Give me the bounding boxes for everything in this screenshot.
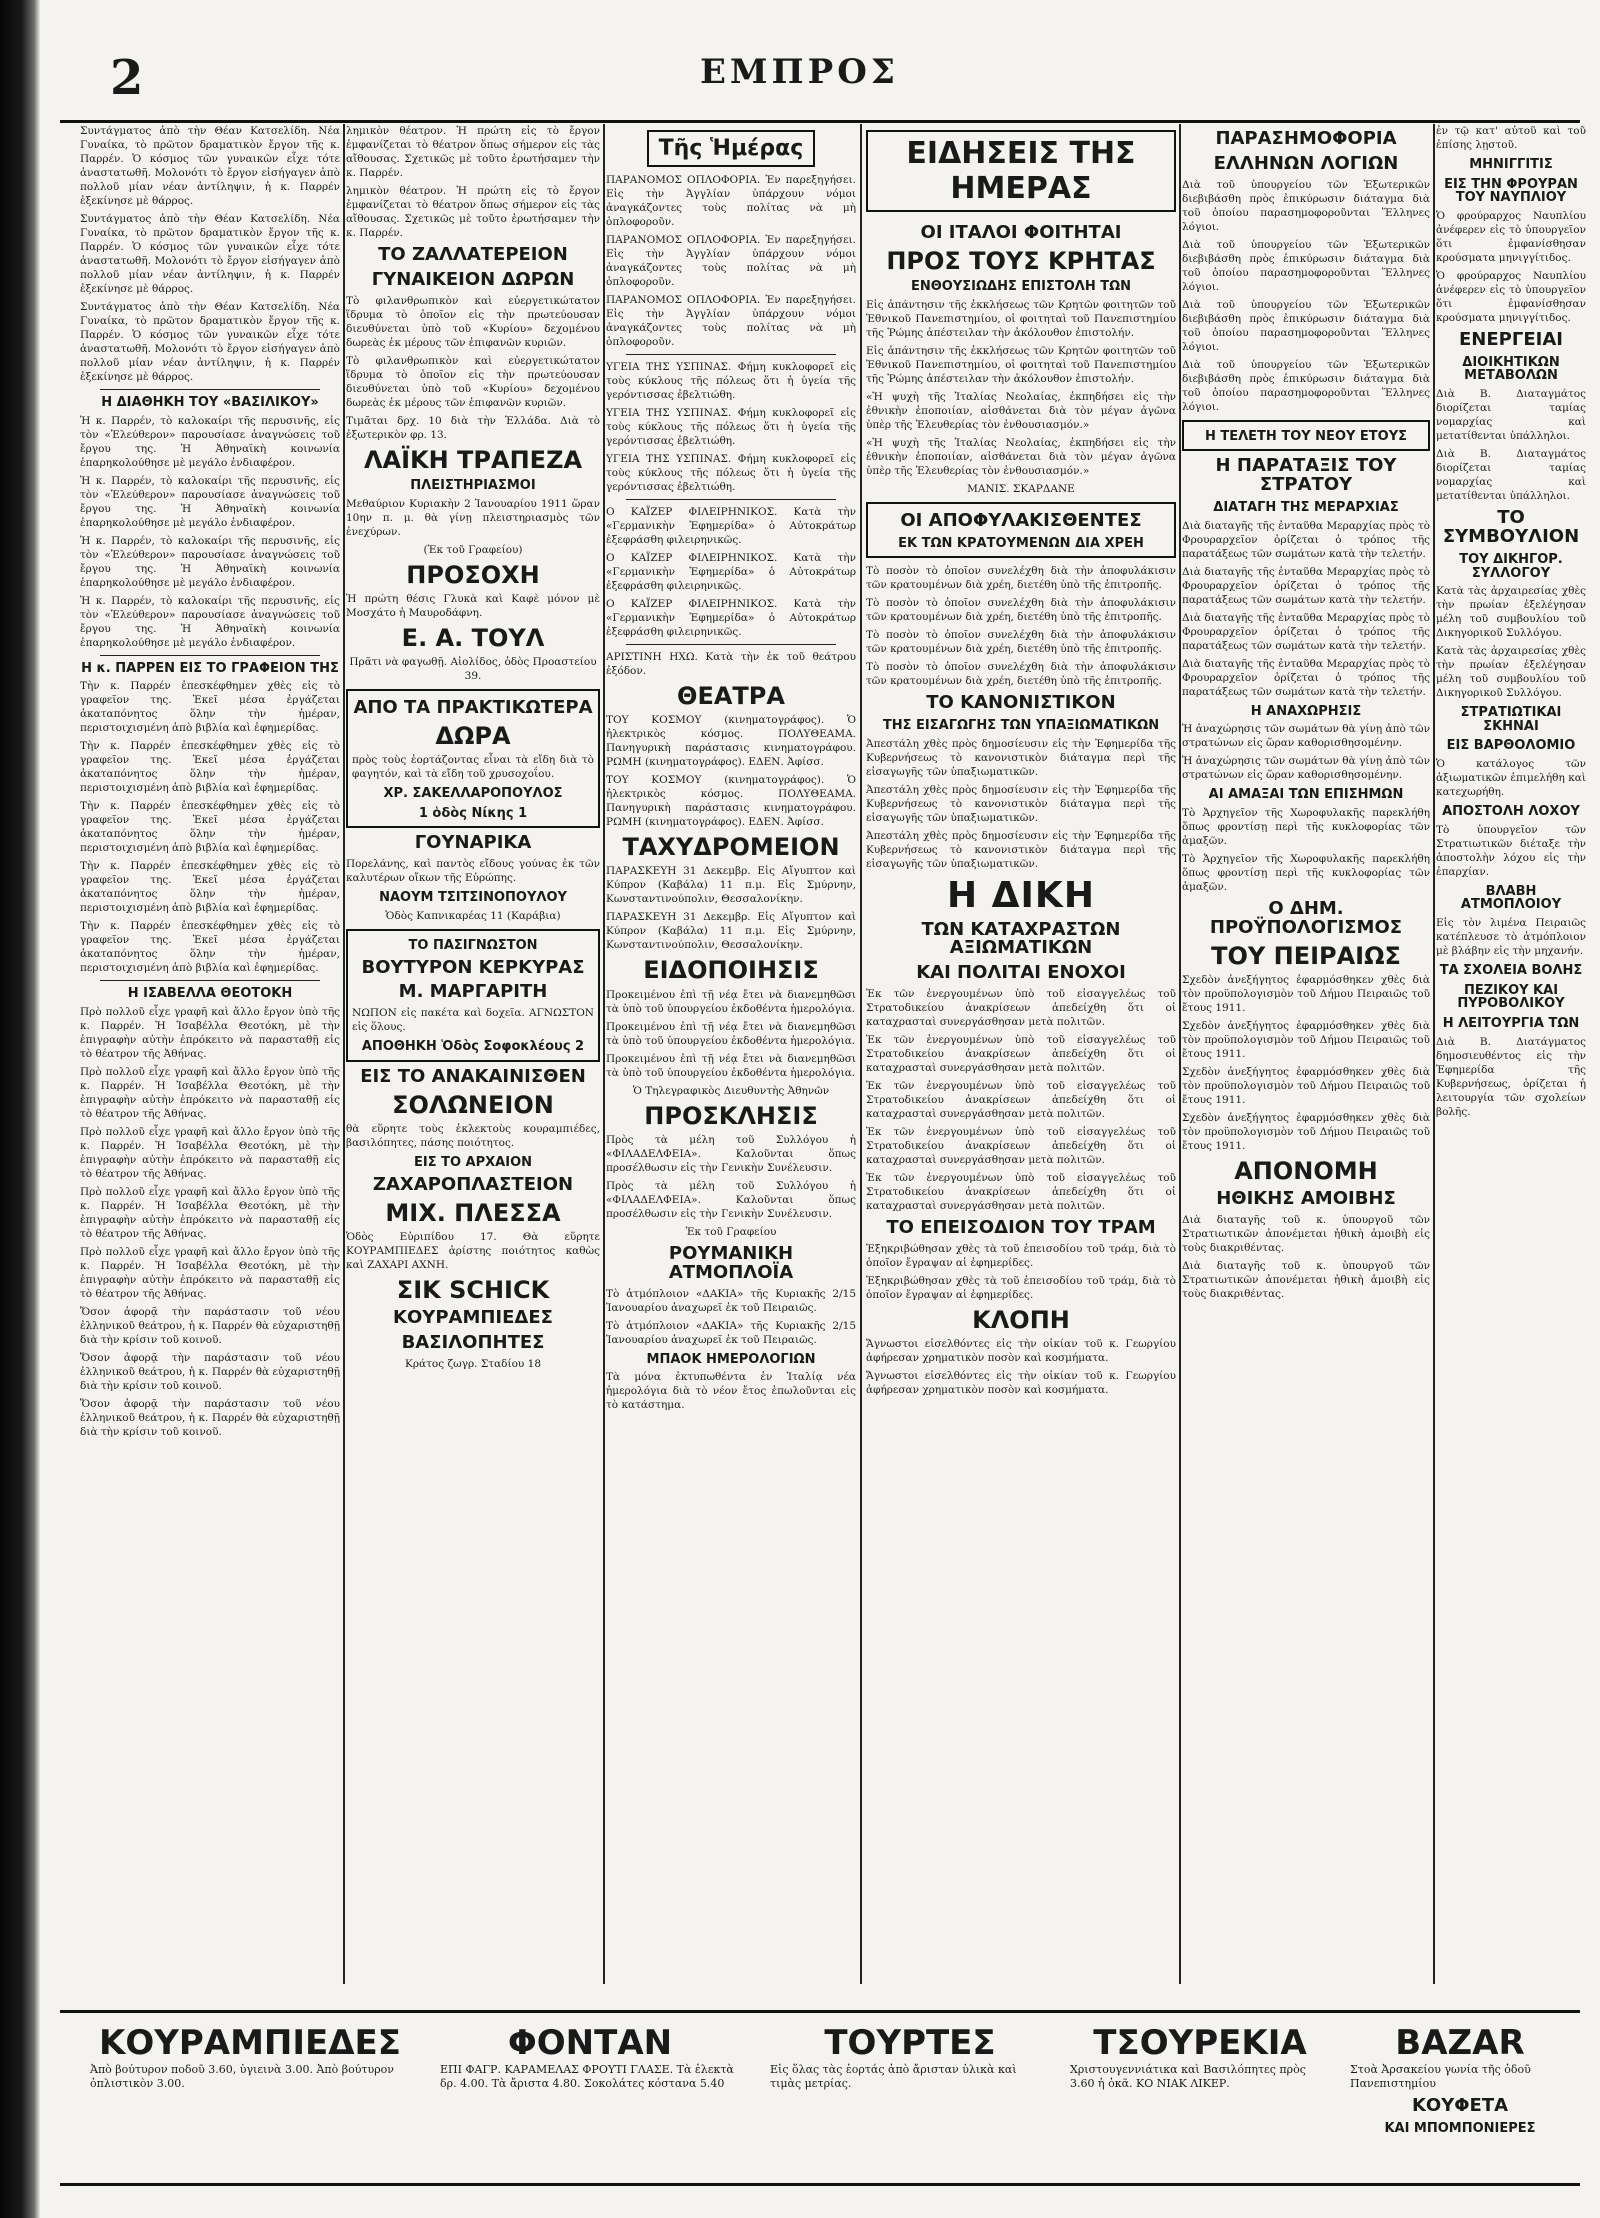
article-text: Εἰς τὸν λιμένα Πειραιῶς κατέπλευσε τὸ ἀτμόπλοιον μὲ βλάβην εἰς τὴν μηχανήν. — [1436, 917, 1586, 957]
section-subheading: ΕΙΣ ΤΗΝ ΦΡΟΥΡΑΝ ΤΟΥ ΝΑΥΠΛΙΟΥ — [1444, 176, 1578, 206]
ad-heading: ΔΩΡΑ — [435, 721, 511, 750]
article-text: Ἀπεστάλη χθὲς πρὸς δημοσίευσιν εἰς τὴν Ἐφημερίδα τῆς Κυβερνήσεως τὸ κανονιστικὸν διάταγμα περὶ τῆς εἰσαγωγῆς τῶν ὑπαξιωματικῶν. — [866, 783, 1176, 824]
article-text: Ο ΚΑΪΖΕΡ ΦΙΛΕΙΡΗΝΙΚΟΣ. Κατὰ τὴν «Γερμανικὴν Ἐφημερίδα» ὁ Αὐτοκράτωρ ἐξεφράσθη φιλειρηνικῶς. — [606, 506, 856, 546]
section-heading: ΑΠΟΝΟΜΗ — [1234, 1157, 1378, 1186]
ad-fondan — [440, 2023, 740, 2173]
article-text: Τὸ Ἀρχηγεῖον τῆς Χωροφυλακῆς παρεκλήθη ὅπως φροντίσῃ περὶ τῆς κυκλοφορίας τῶν ἁμαξῶν. — [1182, 853, 1430, 894]
ad-heading: ΑΠΟ ΤΑ ΠΡΑΚΤΙΚΩΤΕΡΑ — [353, 696, 593, 718]
ad-text: Χριστουγεννιάτικα καὶ Βασιλόπητες πρὸς 3.60 ἡ ὀκᾶ. ΚΟ ΝΙΑΚ ΛΙΚΕΡ. — [1070, 2063, 1306, 2090]
section-heading: ΒΛΑΒΗ ΑΤΜΟΠΛΟΙΟΥ — [1460, 883, 1562, 913]
ad-heading: ΚΟΥΡΑΜΠΙΕΔΕΣ — [393, 1306, 553, 1328]
article-text: Ἡ κ. Παρρέν, τὸ καλοκαίρι τῆς περυσινῆς, εἰς τὸν «Ἐλεύθερον» παρουσίασε ἀναγνώσεις τοῦ ἔργου της. Ἡ Ἀθηναϊκὴ κοινωνία ἐπαρηκολούθησε μὲ μεγάλο ἐνδιαφέρον. — [80, 534, 340, 589]
article-text: Ἐξηκριβώθησαν χθὲς τὰ τοῦ ἐπεισοδίου τοῦ τράμ, διὰ τὸ ὁποῖον ἔγραψαν αἱ ἐφημερίδες. — [866, 1275, 1176, 1302]
section-heading: ΕΙΔΟΠΟΙΗΣΙΣ — [643, 956, 819, 985]
ad-heading: ΝΑΟΥΜ ΤΣΙΤΣΙΝΟΠΟΥΛΟΥ — [379, 890, 567, 906]
section-heading: Η ΠΑΡΑΤΑΞΙΣ ΤΟΥ ΣΤΡΑΤΟΥ — [1215, 455, 1397, 496]
section-title: ΕΙΔΗΣΕΙΣ ΤΗΣ ΗΜΕΡΑΣ — [866, 130, 1176, 212]
section-subheading: Η ΛΕΙΤΟΥΡΓΙΑ ΤΩΝ — [1442, 1015, 1580, 1031]
bottom-ad-strip — [60, 2010, 1580, 2186]
article-text: Ἡ ἀναχώρησις τῶν σωμάτων θὰ γίνῃ ἀπὸ τῶν στρατώνων εἰς ὥραν καθορισθησομένην. — [1182, 723, 1430, 750]
ad-bazar — [1350, 2023, 1570, 2173]
section-heading: Η ΔΙΑΘΗΚΗ ΤΟΥ «ΒΑΣΙΛΙΚΟΥ» — [101, 395, 319, 410]
section-subheading: ΤΟΥ ΔΙΚΗΓΟΡ. ΣΥΛΛΟΓΟΥ — [1459, 551, 1563, 581]
article-text: Τὸ ἀτμόπλοιον «ΔΑΚΙΑ» τῆς Κυριακῆς 2/15 Ἰανουαρίου ἀναχωρεῖ ἐκ τοῦ Πειραιῶς. — [606, 1319, 856, 1346]
ad-heading: ΣΟΛΩΝΕΙΟΝ — [392, 1090, 554, 1119]
article-text: Διὰ διαταγῆς τῆς ἐνταῦθα Μεραρχίας πρὸς τὸ Φρουραρχεῖον ὁρίζεται ὁ τρόπος τῆς παρατάξεως τῶν σωμάτων κατὰ τὴν τελετήν. — [1182, 657, 1430, 698]
article-text: Συντάγματος ἀπὸ τὴν Θέαν Κατσελίδη. Νέα Γυναίκα, τὸ πρῶτον δραματικὸν ἔργον τῆς κ. Παρρέν. Ὁ κόσμος τῶν γυναικῶν εἶχε τότε ἀναστατωθῆ. Μολονότι τὸ ἔργον εἰσήγαγεν ἀπὸ πολλοῦ μίαν νέαν ἀντίληψιν, ἡ κ. Παρρέν ἐξεκίνησε μὲ θάρρος. — [80, 213, 340, 295]
section-heading: ΠΡΟΣ ΤΟΥΣ ΚΡΗΤΑΣ — [886, 246, 1156, 275]
section-heading: ΕΛΛΗΝΩΝ ΛΟΓΙΩΝ — [1213, 152, 1399, 174]
article-text: Ὅσον ἀφορᾷ τὴν παράστασιν τοῦ νέου ἐλληνικοῦ θεάτρου, ἡ κ. Παρρέν θὰ εὐχαριστηθῇ διὰ τὴν κρίσιν τοῦ κοινοῦ. — [80, 1351, 340, 1392]
ad-heading: Ε. Α. ΤΟΥΛ — [401, 623, 545, 652]
ad-title: BAZAR — [1395, 2023, 1525, 2063]
section-heading: ΤΟ ΖΑΛΛΑΤΕΡΕΙΟΝ — [378, 244, 568, 265]
section-heading: ΟΙ ΑΠΟΦΥΛΑΚΙΣΘΕΝΤΕΣ — [900, 509, 1142, 531]
ad-text: πρὸς τοὺς ἑορτάζοντας εἶναι τὰ εἴδη διὰ τὸ φαγητόν, καὶ τὰ εἴδη τοῦ χρυσοχοΐου. — [352, 754, 594, 781]
column-2 — [346, 124, 600, 1984]
section-subheading: ΠΕΖΙΚΟΥ ΚΑΙ ΠΥΡΟΒΟΛΙΚΟΥ — [1457, 982, 1565, 1012]
article-text: Διὰ διαταγῆς τοῦ κ. ὑπουργοῦ τῶν Στρατιωτικῶν ἀπονέμεται ἠθικὴ ἀμοιβὴ εἰς τοὺς διακριθέντας. — [1182, 1214, 1430, 1255]
article-text: Κατὰ τὰς ἀρχαιρεσίας χθὲς τὴν πρωίαν ἐξελέγησαν μέλη τοῦ συμβουλίου τοῦ Δικηγορικοῦ Συλλόγου. — [1436, 645, 1586, 700]
article-text: Ἡ κ. Παρρέν, τὸ καλοκαίρι τῆς περυσινῆς, εἰς τὸν «Ἐλεύθερον» παρουσίασε ἀναγνώσεις τοῦ ἔργου της. Ἡ Ἀθηναϊκὴ κοινωνία ἐπαρηκολούθησε μὲ μεγάλο ἐνδιαφέρον. — [80, 474, 340, 529]
article-text: ἐν τῷ κατ' αὐτοῦ καὶ τοῦ ἐπίσης λῃστοῦ. — [1436, 125, 1586, 151]
ad-heading: Μ. ΜΑΡΓΑΡΙΤΗ — [398, 981, 548, 1003]
article-text: Τὴν κ. Παρρέν ἐπεσκέφθημεν χθὲς εἰς τὸ γραφεῖον της. Ἐκεῖ μέσα ἐργάζεται ἀκαταπόνητος ὅλην τὴν ἡμέραν, περιστοιχισμένη ἀπὸ βιβλία καὶ ἐφημερίδας. — [80, 860, 340, 915]
article-text: Ὁ κατάλογος τῶν ἀξιωματικῶν ἐπιμελήθη καὶ κατεχωρήθη. — [1436, 758, 1586, 799]
article-text: Τὸ ποσὸν τὸ ὁποῖον συνελέχθη διὰ τὴν ἀποφυλάκισιν τῶν κρατουμένων διὰ χρέη, διετέθη ὑπὸ τῆς ἐπιτροπῆς. — [866, 629, 1176, 656]
article-text: Διὰ Β. Διαταγμάτος διορίζεται ταμίας νομαρχίας καὶ μετατίθενται ὑπάλληλοι. — [1436, 388, 1586, 443]
article-text: Σχεδὸν ἀνεξήγητος ἐφαρμόσθηκεν χθὲς διὰ τὸν προϋπολογισμὸν τοῦ Δήμου Πειραιῶς τοῦ ἔτους 1911. — [1182, 1066, 1430, 1107]
article-text: ΠΑΡΑΣΚΕΥΗ 31 Δεκεμβρ. Εἰς Αἴγυπτον καὶ Κύπρον (Καβάλα) 11 π.μ. Εἰς Σμύρνην, Κωνσταντινούπολιν, Θεσσαλονίκην. — [606, 911, 856, 952]
section-subheading: ΔΙΑΤΑΓΗ ΤΗΣ ΜΕΡΑΡΧΙΑΣ — [1213, 500, 1399, 516]
article-text: Πρὸ πολλοῦ εἶχε γραφῆ καὶ ἄλλο ἔργον ὑπὸ τῆς κ. Παρρέν. Ἡ Ἰσαβέλλα Θεοτόκη, μὲ τὴν ἐπιγραφὴν αὐτὴν ἐπρόκειτο νὰ παρασταθῇ εἰς τὸ θέατρον τῆς Ἀθήνας. — [80, 1065, 340, 1120]
signature: Ὁ Τηλεγραφικὸς Διευθυντὴς Ἀθηνῶν — [632, 1084, 830, 1097]
article-text: Διὰ διαταγῆς τῆς ἐνταῦθα Μεραρχίας πρὸς τὸ Φρουραρχεῖον ὁρίζεται ὁ τρόπος τῆς παρατάξεως τῶν σωμάτων κατὰ τὴν τελετήν. — [1182, 565, 1430, 606]
article-text: Τὸ ποσὸν τὸ ὁποῖον συνελέχθη διὰ τὴν ἀποφυλάκισιν τῶν κρατουμένων διὰ χρέη, διετέθη ὑπὸ τῆς ἐπιτροπῆς. — [866, 661, 1176, 688]
article-text: Τὸ ποσὸν τὸ ὁποῖον συνελέχθη διὰ τὴν ἀποφυλάκισιν τῶν κρατουμένων διὰ χρέη, διετέθη ὑπὸ τῆς ἐπιτροπῆς. — [866, 565, 1176, 592]
article-text: Τὸ ποσὸν τὸ ὁποῖον συνελέχθη διὰ τὴν ἀποφυλάκισιν τῶν κρατουμένων διὰ χρέη, διετέθη ὑπὸ τῆς ἐπιτροπῆς. — [866, 597, 1176, 624]
section-heading: Η ΙΣΑΒΕΛΛΑ ΘΕΟΤΟΚΗ — [127, 986, 293, 1002]
article-text: Ἐκ τῶν ἐνεργουμένων ὑπὸ τοῦ εἰσαγγελέως τοῦ Στρατοδικείου ἀνακρίσεων ἀπεδείχθη ὅτι οἱ καταχρασταὶ συνεργάσθησαν μετὰ πολιτῶν. — [866, 1034, 1176, 1075]
ad-tourtes — [770, 2023, 1050, 2173]
article-text: Πρὸ πολλοῦ εἶχε γραφῆ καὶ ἄλλο ἔργον ὑπὸ τῆς κ. Παρρέν. Ἡ Ἰσαβέλλα Θεοτόκη, μὲ τὴν ἐπιγραφὴν αὐτὴν ἐπρόκειτο νὰ παρασταθῇ εἰς τὸ θέατρον τῆς Ἀθήνας. — [80, 1005, 340, 1060]
article-text: Ἀπεστάλη χθὲς πρὸς δημοσίευσιν εἰς τὴν Ἐφημερίδα τῆς Κυβερνήσεως τὸ κανονιστικὸν διάταγμα περὶ τῆς εἰσαγωγῆς τῶν ὑπαξιωματικῶν. — [866, 829, 1176, 870]
section-heading: Ο ΔΗΜ. ΠΡΟΫΠΟΛΟΓΙΣΜΟΣ — [1209, 898, 1403, 939]
article-text: ΠΑΡΑΝΟΜΟΣ ΟΠΛΟΦΟΡΙΑ. Ἐν παρεξηγήσει. Εἰς τὴν Ἀγγλίαν ὑπάρχουν νόμοι ἀναγκάζοντες τοὺς πολίτας νὰ μὴ ὁπλοφοροῦν. — [606, 294, 856, 348]
ad-title: ΤΟΥΡΤΕΣ — [824, 2023, 996, 2063]
article-text: Διὰ τοῦ ὑπουργείου τῶν Ἐξωτερικῶν διεβιβάσθη πρὸς ἐπικύρωσιν διάταγμα διὰ τοῦ ὁποίου παρασημοφοροῦνται Ἕλληνες λόγιοι. — [1182, 238, 1430, 293]
article-text: λημικὸν θέατρον. Ἡ πρώτη εἰς τὸ ἔργον ἐμφανίζεται τὸ θέατρον ὅπως σήμερον εἰς τὰς αἴθουσας. Σχετικῶς μὲ τοῦτο ἐρωτήσαμεν τὴν κ. Παρρέν. — [346, 185, 600, 239]
article-text: Πρὸς τὰ μέλη τοῦ Συλλόγου ἡ «ΦΙΛΑΔΕΛΦΕΙΑ». Καλοῦνται ὅπως προσέλθωσιν εἰς τὴν Γενικὴν Συνέλευσιν. — [606, 1133, 856, 1174]
article-text: ΥΓΕΙΑ ΤΗΣ ΥΣΠΙΝΑΣ. Φήμη κυκλοφορεῖ εἰς τοὺς κύκλους τῆς πόλεως ὅτι ἡ ὑγεία τῆς γερόντισσας ἐβελτιώθη. — [606, 453, 856, 493]
article-text: Ἄγνωστοι εἰσελθόντες εἰς τὴν οἰκίαν τοῦ κ. Γεωργίου ἀφήρεσαν χρηματικὸν ποσὸν καὶ κοσμήματα. — [866, 1370, 1176, 1397]
section-subheading: ΕΙΣ ΒΑΡΘΟΛΟΜΙΟ — [1446, 738, 1576, 754]
article-text: Ἀπεστάλη χθὲς πρὸς δημοσίευσιν εἰς τὴν Ἐφημερίδα τῆς Κυβερνήσεως τὸ κανονιστικὸν διάταγμα περὶ τῆς εἰσαγωγῆς τῶν ὑπαξιωματικῶν. — [866, 737, 1176, 778]
ad-heading: ΠΡΟΣΟΧΗ — [406, 560, 540, 589]
section-heading: ΕΝΕΡΓΕΙΑΙ — [1459, 328, 1563, 350]
column-4 — [866, 124, 1176, 1984]
ad-title: ΤΣΟΥΡΕΚΙΑ — [1093, 2023, 1307, 2063]
article-text: Τὰ μόνα ἐκτυπωθέντα ἐν Ἰταλίᾳ νέα ἡμερολόγια διὰ τὸ νέον ἔτος ἐπωλοῦνται εἰς τὸ κατάστημα. — [606, 1371, 856, 1412]
article-text: ΑΡΙΣΤΙΝΗ ΗΧΩ. Κατὰ τὴν ἐκ τοῦ θεάτρου ἐξόδον. — [606, 651, 856, 677]
ad-heading: ΒΑΣΙΛΟΠΗΤΕΣ — [401, 1331, 545, 1353]
ad-heading: ΖΑΧΑΡΟΠΛΑΣΤΕΙΟΝ — [372, 1173, 574, 1195]
article-text: Πρὸ πολλοῦ εἶχε γραφῆ καὶ ἄλλο ἔργον ὑπὸ τῆς κ. Παρρέν. Ἡ Ἰσαβέλλα Θεοτόκη, μὲ τὴν ἐπιγραφὴν αὐτὴν ἐπρόκειτο νὰ παρασταθῇ εἰς τὸ θέατρον τῆς Ἀθήνας. — [80, 1185, 340, 1240]
column-1 — [80, 124, 340, 1984]
article-text: Πρὸς τὰ μέλη τοῦ Συλλόγου ἡ «ΦΙΛΑΔΕΛΦΕΙΑ». Καλοῦνται ὅπως προσέλθωσιν εἰς τὴν Γενικὴν Συνέλευσιν. — [606, 1179, 856, 1220]
ad-heading: ΕΙΣ ΤΟ ΑΝΑΚΑΙΝΙΣΘΕΝ — [360, 1065, 586, 1087]
article-text: Ἡ κ. Παρρέν, τὸ καλοκαίρι τῆς περυσινῆς, εἰς τὸν «Ἐλεύθερον» παρουσίασε ἀναγνώσεις τοῦ ἔργου της. Ἡ Ἀθηναϊκὴ κοινωνία ἐπαρηκολούθησε μὲ μεγάλο ἐνδιαφέρον. — [80, 414, 340, 469]
section-heading: ΓΥΝΑΙΚΕΙΟΝ ΔΩΡΩΝ — [371, 268, 575, 290]
section-heading: ΠΡΟΣΚΛΗΣΙΣ — [644, 1101, 818, 1130]
article-text: ΠΑΡΑΝΟΜΟΣ ΟΠΛΟΦΟΡΙΑ. Ἐν παρεξηγήσει. Εἰς τὴν Ἀγγλίαν ὑπάρχουν νόμοι ἀναγκάζοντες τοὺς πολίτας νὰ μὴ ὁπλοφοροῦν. — [606, 234, 856, 288]
page-number: 2 — [110, 50, 144, 106]
ad-heading: ΜΙΧ. ΠΛΕΣΣΑ — [385, 1198, 561, 1227]
section-heading: ΤΟ ΕΠΕΙΣΟΔΙΟΝ ΤΟΥ ΤΡΑΜ — [886, 1217, 1156, 1239]
section-heading: Η ΑΝΑΧΩΡΗΣΙΣ — [1250, 703, 1362, 719]
column-rule — [603, 124, 605, 1984]
section-heading: Η κ. ΠΑΡΡΕΝ ΕΙΣ ΤΟ ΓΡΑΦΕΙΟΝ ΤΗΣ — [81, 660, 339, 676]
section-heading: ΜΗΝΙΓΓΙΤΙΣ — [1469, 157, 1553, 172]
article-text: ΤΟΥ ΚΟΣΜΟΥ (κινηματογράφος). Ὁ ἠλεκτρικὸς κόσμος. ΠΟΛΥΘΕΑΜΑ. Πανηγυρικὴ παράστασις κινηματογράφου. ΡΩΜΗ (κινηματογράφος). ΕΔΕΝ. Ἀφίσσ. — [606, 774, 856, 829]
ad-title: ΦΟΝΤΑΝ — [507, 2023, 673, 2063]
section-heading: ΗΘΙΚΗΣ ΑΜΟΙΒΗΣ — [1216, 1188, 1396, 1210]
article-text: Διὰ τοῦ ὑπουργείου τῶν Ἐξωτερικῶν διεβιβάσθη πρὸς ἐπικύρωσιν διάταγμα διὰ τοῦ ὁποίου παρασημοφοροῦνται Ἕλληνες λόγιοι. — [1182, 298, 1430, 353]
ad-heading: ΕΙΣ ΤΟ ΑΡΧΑΙΟΝ — [413, 1155, 532, 1171]
section-heading: ΤΟ ΚΑΝΟΝΙΣΤΙΚΟΝ — [926, 692, 1116, 714]
article-text: Πρὸ πολλοῦ εἶχε γραφῆ καὶ ἄλλο ἔργον ὑπὸ τῆς κ. Παρρέν. Ἡ Ἰσαβέλλα Θεοτόκη, μὲ τὴν ἐπιγραφὴν αὐτὴν ἐπρόκειτο νὰ παρασταθῇ εἰς τὸ θέατρον τῆς Ἀθήνας. — [80, 1245, 340, 1300]
signature: ΜΑΝΙΣ. ΣΚΑΡΔΑΝΕ — [967, 482, 1075, 495]
article-text: Τὴν κ. Παρρέν ἐπεσκέφθημεν χθὲς εἰς τὸ γραφεῖον της. Ἐκεῖ μέσα ἐργάζεται ἀκαταπόνητος ὅλην τὴν ἡμέραν, περιστοιχισμένη ἀπὸ βιβλία καὶ ἐφημερίδας. — [80, 680, 340, 735]
article-text: Διὰ διαταγῆς τῆς ἐνταῦθα Μεραρχίας πρὸς τὸ Φρουραρχεῖον ὁρίζεται ὁ τρόπος τῆς παρατάξεως τῶν σωμάτων κατὰ τὴν τελετήν. — [1182, 611, 1430, 652]
section-heading: ΣΤΡΑΤΙΩΤΙΚΑΙ ΣΚΗΝΑΙ — [1460, 705, 1562, 734]
article-text: Ὅσον ἀφορᾷ τὴν παράστασιν τοῦ νέου ἐλληνικοῦ θεάτρου, ἡ κ. Παρρέν θὰ εὐχαριστηθῇ διὰ τὴν κρίσιν τοῦ κοινοῦ. — [80, 1397, 340, 1438]
article-text: Συντάγματος ἀπὸ τὴν Θέαν Κατσελίδη. Νέα Γυναίκα, τὸ πρῶτον δραματικὸν ἔργον τῆς κ. Παρρέν. Ὁ κόσμος τῶν γυναικῶν εἶχε τότε ἀναστατωθῆ. Μολονότι τὸ ἔργον εἰσήγαγεν ἀπὸ πολλοῦ μίαν νέαν ἀντίληψιν, ἡ κ. Παρρέν ἐξεκίνησε μὲ θάρρος. — [80, 301, 340, 383]
ad-heading: ΒΟΥΤΥΡΟΝ ΚΕΡΚΥΡΑΣ — [361, 956, 585, 978]
section-heading: ΤΟΥ ΠΕΙΡΑΙΩΣ — [1211, 941, 1401, 970]
ad-text: 1 ὁδὸς Νίκης 1 — [418, 805, 528, 821]
section-subheading: ΕΝΘΟΥΣΙΩΔΗΣ ΕΠΙΣΤΟΛΗ ΤΩΝ — [910, 279, 1132, 295]
article-text: ΤΟΥ ΚΟΣΜΟΥ (κινηματογράφος). Ὁ ἠλεκτρικὸς κόσμος. ΠΟΛΥΘΕΑΜΑ. Πανηγυρικὴ παράστασις κινηματογράφου. ΡΩΜΗ (κινηματογράφος). ΕΔΕΝ. Ἀφίσσ. — [606, 714, 856, 769]
scan-binding-shadow — [0, 0, 40, 2218]
article-text: Προκειμένου ἐπὶ τῇ νέᾳ ἔτει νὰ διανεμηθῶσι τὰ ὑπὸ τοῦ ὑπουργείου ἐκδοθέντα ἡμερολόγια. — [606, 1020, 856, 1047]
section-subheading: ΕΚ ΤΩΝ ΚΡΑΤΟΥΜΕΝΩΝ ΔΙΑ ΧΡΕΗ — [898, 535, 1144, 551]
ad-text: Πρᾶτι νὰ φαγωθῇ. Αἰολίδος, ὁδὸς Προαστείου 39. — [349, 655, 597, 682]
section-heading: ΤΑΧΥΔΡΟΜΕΙΟΝ — [622, 833, 840, 862]
article-text: Διὰ Β. Διαταγμάτος διορίζεται ταμίας νομαρχίας καὶ μετατίθενται ὑπάλληλοι. — [1436, 448, 1586, 503]
section-heading: ΤΑ ΣΧΟΛΕΙΑ ΒΟΛΗΣ — [1439, 963, 1583, 978]
ad-text: Κράτος ζωγρ. Σταδίου 18 — [405, 1357, 541, 1370]
article-text: Τὸ φιλανθρωπικὸν καὶ εὐεργετικώτατον ἵδρυμα τὸ ὁποῖον εἰς τὴν πρωτεύουσαν διευθύνεται ὑπὸ τοῦ «Κυρίου» δεχομένου δωρεὰς ἐκ μέρους τῶν ἐπιφανῶν κυριῶν. — [346, 294, 600, 349]
column-rule — [1433, 124, 1435, 1984]
ad-text: Ὁδὸς Εὐριπίδου 17. Θὰ εὕρητε ΚΟΥΡΑΜΠΙΕΔΕΣ ἀρίστης ποιότητος καθὼς καὶ ΖΑΧΑΡΙ ΑΧΝΗ. — [346, 1230, 600, 1271]
article-text: Διὰ διαταγῆς τοῦ κ. ὑπουργοῦ τῶν Στρατιωτικῶν ἀπονέμεται ἠθικὴ ἀμοιβὴ εἰς τοὺς διακριθέντας. — [1182, 1260, 1430, 1301]
section-heading: ΤΩΝ ΚΑΤΑΧΡΑΣΤΩΝ ΑΞΙΩΜΑΤΙΚΩΝ — [921, 918, 1121, 959]
ad-text: ΕΠΙ ΦΑΓΡ. ΚΑΡΑΜΕΛΑΣ ΦΡΟΥΤΙ ΓΛΑΣΕ. Τὰ ἐλεκτὰ δρ. 4.00. Τὰ ἄριστα 4.80. Σοκολάτες κόστανα 5.40 — [440, 2063, 734, 2090]
ad-heading: ΧΡ. ΣΑΚΕΛΛΑΡΟΠΟΥΛΟΣ — [383, 786, 563, 802]
article-text: Τὸ φιλανθρωπικὸν καὶ εὐεργετικώτατον ἵδρυμα τὸ ὁποῖον εἰς τὴν πρωτεύουσαν διευθύνεται ὑπὸ τοῦ «Κυρίου» δεχομένου δωρεὰς ἐκ μέρους τῶν ἐπιφανῶν κυριῶν. — [346, 354, 600, 409]
article-text: ΠΑΡΑΝΟΜΟΣ ΟΠΛΟΦΟΡΙΑ. Ἐν παρεξηγήσει. Εἰς τὴν Ἀγγλίαν ὑπάρχουν νόμοι ἀναγκάζοντες τοὺς πολίτας νὰ μὴ ὁπλοφοροῦν. — [606, 174, 856, 228]
ad-text: θὰ εὕρητε τοὺς ἐκλεκτοὺς κουραμπιέδες, βασιλόπητες, πάσης ποιότητος. — [346, 1123, 600, 1150]
ad-heading: ΣΙΚ SCHICK — [396, 1275, 550, 1304]
ad-text: Στοὰ Ἀρσακείου γωνία τῆς ὁδοῦ Πανεπιστημίου — [1350, 2063, 1531, 2090]
section-subheading: ΠΛΕΙΣΤΗΡΙΑΣΜΟΙ — [410, 477, 536, 493]
section-heading: ΑΙ ΑΜΑΞΑΙ ΤΩΝ ΕΠΙΣΗΜΩΝ — [1208, 787, 1404, 803]
column-rule — [1179, 124, 1181, 1984]
ad-tsourekia — [1070, 2023, 1330, 2173]
article-text: Μεθαύριον Κυριακὴν 2 Ἰανουαρίου 1911 ὥραν 10ην π. μ. θὰ γίνῃ πλειστηριασμὸς τῶν ἐνεχύρων. — [346, 497, 600, 538]
ad-subtitle: ΚΑΙ ΜΠΟΜΠΟΝΙΕΡΕΣ — [1384, 2120, 1536, 2136]
article-text: Ἄγνωστοι εἰσελθόντες εἰς τὴν οἰκίαν τοῦ κ. Γεωργίου ἀφήρεσαν χρηματικὸν ποσὸν καὶ κοσμήματα. — [866, 1338, 1176, 1365]
ad-text: Πορελάνης, καὶ παντὸς εἴδους γούνας ἐκ τῶν καλυτέρων οἴκων τῆς Εὐρώπης. — [346, 858, 600, 885]
section-heading: Η ΤΕΛΕΤΗ ΤΟΥ ΝΕΟΥ ΕΤΟΥΣ — [1204, 428, 1408, 444]
ad-text: ΝΩΠΟΝ εἰς πακέτα καὶ δοχεῖα. ΑΓΝΩΣΤΟΝ εἰς ὅλους. — [352, 1007, 594, 1034]
article-text: «Ἡ ψυχὴ τῆς Ἰταλίας Νεολαίας, ἐκπηδήσει εἰς τὴν ἐθνικὴν ἐποποιίαν, αἰσθάνεται διὰ τὸν μέγαν ἀγῶνα ὑπὲρ τῆς Ἐλευθερίας τὸν ἐνθουσιασμόν.» — [866, 390, 1176, 431]
section-heading: ΠΑΡΑΣΗΜΟΦΟΡΙΑ — [1215, 128, 1397, 149]
article-text: Ἐκ τῶν ἐνεργουμένων ὑπὸ τοῦ εἰσαγγελέως τοῦ Στρατοδικείου ἀνακρίσεων ἀπεδείχθη ὅτι οἱ καταχρασταὶ συνεργάσθησαν μετὰ πολιτῶν. — [866, 988, 1176, 1029]
signature: (Ἐκ τοῦ Γραφείου) — [423, 543, 523, 556]
section-heading: ΘΕΑΤΡΑ — [677, 682, 785, 710]
column-6 — [1436, 124, 1586, 1984]
column-3 — [606, 124, 856, 1984]
article-text: Διὰ διαταγῆς τῆς ἐνταῦθα Μεραρχίας πρὸς τὸ Φρουραρχεῖον ὁρίζεται ὁ τρόπος τῆς παρατάξεως τῶν σωμάτων κατὰ τὴν τελετήν. — [1182, 519, 1430, 560]
article-text: λημικὸν θέατρον. Ἡ πρώτη εἰς τὸ ἔργον ἐμφανίζεται τὸ θέατρον ὅπως σήμερον εἰς τὰς αἴθουσας. Σχετικῶς μὲ τοῦτο ἐρωτήσαμεν τὴν κ. Παρρέν. — [346, 125, 600, 179]
ad-kourabiedes — [90, 2023, 410, 2173]
article-text: Πρὸ πολλοῦ εἶχε γραφῆ καὶ ἄλλο ἔργον ὑπὸ τῆς κ. Παρρέν. Ἡ Ἰσαβέλλα Θεοτόκη, μὲ τὴν ἐπιγραφὴν αὐτὴν ἐπρόκειτο νὰ παρασταθῇ εἰς τὸ θέατρον τῆς Ἀθήνας. — [80, 1125, 340, 1180]
ad-subtitle: ΚΟΥΦΕΤΑ — [1411, 2095, 1509, 2116]
column-rule — [343, 124, 345, 1984]
article-text: Ἐκ τῶν ἐνεργουμένων ὑπὸ τοῦ εἰσαγγελέως τοῦ Στρατοδικείου ἀνακρίσεων ἀπεδείχθη ὅτι οἱ καταχρασταὶ συνεργάσθησαν μετὰ πολιτῶν. — [866, 1172, 1176, 1213]
section-subheading: ΤΗΣ ΕΙΣΑΓΩΓΗΣ ΤΩΝ ΥΠΑΞΙΩΜΑΤΙΚΩΝ — [882, 718, 1160, 734]
section-heading: ΟΙ ΙΤΑΛΟΙ ΦΟΙΤΗΤΑΙ — [920, 222, 1122, 243]
article-text: Ο ΚΑΪΖΕΡ ΦΙΛΕΙΡΗΝΙΚΟΣ. Κατὰ τὴν «Γερμανικὴν Ἐφημερίδα» ὁ Αὐτοκράτωρ ἐξεφράσθη φιλειρηνικῶς. — [606, 552, 856, 592]
article-text: Ὅσον ἀφορᾷ τὴν παράστασιν τοῦ νέου ἐλληνικοῦ θεάτρου, ἡ κ. Παρρέν θὰ εὐχαριστηθῇ διὰ τὴν κρίσιν τοῦ κοινοῦ. — [80, 1305, 340, 1346]
article-text: Τὸ ὑπουργεῖον τῶν Στρατιωτικῶν διέταξε τὴν ἀποστολὴν λόχου εἰς τὴν ἐπαρχίαν. — [1436, 823, 1586, 878]
article-text: ΥΓΕΙΑ ΤΗΣ ΥΣΠΙΝΑΣ. Φήμη κυκλοφορεῖ εἰς τοὺς κύκλους τῆς πόλεως ὅτι ἡ ὑγεία τῆς γερόντισσας ἐβελτιώθη. — [606, 407, 856, 447]
article-text: Τὴν κ. Παρρέν ἐπεσκέφθημεν χθὲς εἰς τὸ γραφεῖον της. Ἐκεῖ μέσα ἐργάζεται ἀκαταπόνητος ὅλην τὴν ἡμέραν, περιστοιχισμένη ἀπὸ βιβλία καὶ ἐφημερίδας. — [80, 920, 340, 975]
article-text: Διὰ τοῦ ὑπουργείου τῶν Ἐξωτερικῶν διεβιβάσθη πρὸς ἐπικύρωσιν διάταγμα διὰ τοῦ ὁποίου παρασημοφοροῦνται Ἕλληνες λόγιοι. — [1182, 178, 1430, 233]
ad-text: Ἡ πρώτη θέσις Γλυκὰ καὶ Καφὲ μόνον μὲ Μοσχάτο ἡ Μαυροδάφνη. — [346, 592, 600, 619]
ad-text: ΑΠΟΘΗΚΗ Ὁδὸς Σοφοκλέους 2 — [361, 1039, 585, 1055]
section-heading: ΑΠΟΣΤΟΛΗ ΛΟΧΟΥ — [1442, 804, 1580, 820]
article-text: Προκειμένου ἐπὶ τῇ νέᾳ ἔτει νὰ διανεμηθῶσι τὰ ὑπὸ τοῦ ὑπουργείου ἐκδοθέντα ἡμερολόγια. — [606, 988, 856, 1015]
article-text: Εἰς ἀπάντησιν τῆς ἐκκλήσεως τῶν Κρητῶν φοιτητῶν τοῦ Ἐθνικοῦ Πανεπιστημίου, οἱ φοιτηταὶ τοῦ Πανεπιστημίου τῆς Ῥώμης ἀπέστειλαν τὴν ἀκόλουθον ἐπιστολήν. — [866, 344, 1176, 385]
article-text: Ἐκ τῶν ἐνεργουμένων ὑπὸ τοῦ εἰσαγγελέως τοῦ Στρατοδικείου ἀνακρίσεων ἀπεδείχθη ὅτι οἱ καταχρασταὶ συνεργάσθησαν μετὰ πολιτῶν. — [866, 1126, 1176, 1167]
section-heading: ΜΠΑΟΚ ΗΜΕΡΟΛΟΓΙΩΝ — [646, 1351, 816, 1367]
article-text: Σχεδὸν ἀνεξήγητος ἐφαρμόσθηκεν χθὲς διὰ τὸν προϋπολογισμὸν τοῦ Δήμου Πειραιῶς τοῦ ἔτους 1911. — [1182, 974, 1430, 1015]
article-text: ΥΓΕΙΑ ΤΗΣ ΥΣΠΙΝΑΣ. Φήμη κυκλοφορεῖ εἰς τοὺς κύκλους τῆς πόλεως ὅτι ἡ ὑγεία τῆς γερόντισσας ἐβελτιώθη. — [606, 361, 856, 401]
article-text: «Ἡ ψυχὴ τῆς Ἰταλίας Νεολαίας, ἐκπηδήσει εἰς τὴν ἐθνικὴν ἐποποιίαν, αἰσθάνεται διὰ τὸν μέγαν ἀγῶνα ὑπὲρ τῆς Ἐλευθερίας τὸν ἐνθουσιασμόν.» — [866, 436, 1176, 477]
article-text: Τὸ Ἀρχηγεῖον τῆς Χωροφυλακῆς παρεκλήθη ὅπως φροντίσῃ περὶ τῆς κυκλοφορίας τῶν ἁμαξῶν. — [1182, 807, 1430, 848]
article-text: Σχεδὸν ἀνεξήγητος ἐφαρμόσθηκεν χθὲς διὰ τὸν προϋπολογισμὸν τοῦ Δήμου Πειραιῶς τοῦ ἔτους 1911. — [1182, 1112, 1430, 1153]
section-heading: ΡΟΥΜΑΝΙΚΗ ΑΤΜΟΠΛΟΪΑ — [668, 1242, 794, 1283]
section-subheading: ΚΑΙ ΠΟΛΙΤΑΙ ΕΝΟΧΟΙ — [916, 962, 1126, 984]
article-text: Ἡ ἀναχώρησις τῶν σωμάτων θὰ γίνῃ ἀπὸ τῶν στρατώνων εἰς ὥραν καθορισθησομένην. — [1182, 755, 1430, 782]
ad-text: Εἰς ὅλας τὰς ἑορτάς ἀπὸ ἄρισταν ὑλικὰ καὶ τιμὰς μετρίας. — [770, 2063, 1017, 2090]
article-text: Προκειμένου ἐπὶ τῇ νέᾳ ἔτει νὰ διανεμηθῶσι τὰ ὑπὸ τοῦ ὑπουργείου ἐκδοθέντα ἡμερολόγια. — [606, 1052, 856, 1079]
article-text: Τὴν κ. Παρρέν ἐπεσκέφθημεν χθὲς εἰς τὸ γραφεῖον της. Ἐκεῖ μέσα ἐργάζεται ἀκαταπόνητος ὅλην τὴν ἡμέραν, περιστοιχισμένη ἀπὸ βιβλία καὶ ἐφημερίδας. — [80, 740, 340, 795]
article-text: Διὰ Β. Διατάγματος δημοσιευθέντος εἰς τὴν Ἐφημερίδα τῆς Κυβερνήσεως, ὁρίζεται ἡ λειτουργία τῶν σχολείων βολῆς. — [1436, 1035, 1586, 1118]
article-text: Διὰ τοῦ ὑπουργείου τῶν Ἐξωτερικῶν διεβιβάσθη πρὸς ἐπικύρωσιν διάταγμα διὰ τοῦ ὁποίου παρασημοφοροῦνται Ἕλληνες λόγιοι. — [1182, 358, 1430, 413]
ad-text: Ἀπὸ βούτυρον ποδοῦ 3.60, ὑγιεινὰ 3.00. Ἀπὸ βούτυρον ὁπλιστικὸν 3.00. — [90, 2063, 394, 2090]
column-rule — [860, 124, 862, 1984]
article-text: Ὁ φρούραρχος Ναυπλίου ἀνέφερεν εἰς τὸ ὑπουργεῖον ὅτι ἐμφανίσθησαν κρούσματα μηνιγγίτιδος. — [1436, 269, 1586, 324]
ad-text: Ὁδὸς Καπνικαρέας 11 (Καράβια) — [385, 909, 561, 922]
article-text: Σχεδὸν ἀνεξήγητος ἐφαρμόσθηκεν χθὲς διὰ τὸν προϋπολογισμὸν τοῦ Δήμου Πειραιῶς τοῦ ἔτους 1911. — [1182, 1020, 1430, 1061]
section-heading: ΛΑΪΚΗ ΤΡΑΠΕΖΑ — [363, 445, 583, 474]
section-subheading: ΔΙΟΙΚΗΤΙΚΩΝ ΜΕΤΑΒΟΛΩΝ — [1462, 354, 1560, 384]
ad-heading: ΓΟΥΝΑΡΙΚΑ — [414, 832, 532, 854]
article-text: Ο ΚΑΪΖΕΡ ΦΙΛΕΙΡΗΝΙΚΟΣ. Κατὰ τὴν «Γερμανικὴν Ἐφημερίδα» ὁ Αὐτοκράτωρ ἐξεφράσθη φιλειρηνικῶς. — [606, 598, 856, 638]
ad-heading: ΤΟ ΠΑΣΙΓΝΩΣΤΟΝ — [408, 937, 538, 953]
article-text: ΠΑΡΑΣΚΕΥΗ 31 Δεκεμβρ. Εἰς Αἴγυπτον καὶ Κύπρον (Καβάλα) 11 π.μ. Εἰς Σμύρνην, Κωνσταντινούπολιν, Θεσσαλονίκην. — [606, 865, 856, 906]
signature: Ἐκ τοῦ Γραφείου — [685, 1225, 777, 1238]
section-heading: Η ΔΙΚΗ — [947, 874, 1095, 916]
article-text: Κατὰ τὰς ἀρχαιρεσίας χθὲς τὴν πρωίαν ἐξελέγησαν μέλη τοῦ συμβουλίου τοῦ Δικηγορικοῦ Συλλόγου. — [1436, 585, 1586, 640]
masthead: ΕΜΠΡΟΣ — [700, 52, 899, 92]
article-text: Τὸ ἀτμόπλοιον «ΔΑΚΙΑ» τῆς Κυριακῆς 2/15 Ἰανουαρίου ἀναχωρεῖ ἐκ τοῦ Πειραιῶς. — [606, 1287, 856, 1314]
section-title: Τῆς Ἡμέρας — [647, 130, 816, 167]
article-text: Ὁ φρούραρχος Ναυπλίου ἀνέφερεν εἰς τὸ ὑπουργεῖον ὅτι ἐμφανίσθησαν κρούσματα μηνιγγίτιδος. — [1436, 209, 1586, 264]
column-5 — [1182, 124, 1430, 1984]
article-text: Εἰς ἀπάντησιν τῆς ἐκκλήσεως τῶν Κρητῶν φοιτητῶν τοῦ Ἐθνικοῦ Πανεπιστημίου, οἱ φοιτηταὶ τοῦ Πανεπιστημίου τῆς Ῥώμης ἀπέστειλαν τὴν ἀκόλουθον ἐπιστολήν. — [866, 298, 1176, 339]
section-heading: ΚΛΟΠΗ — [972, 1306, 1070, 1335]
article-text: Τιμᾶται δρχ. 10 διὰ τὴν Ἑλλάδα. Διὰ τὸ ἐξωτερικὸν φρ. 13. — [346, 414, 600, 441]
article-text: Ἐκ τῶν ἐνεργουμένων ὑπὸ τοῦ εἰσαγγελέως τοῦ Στρατοδικείου ἀνακρίσεων ἀπεδείχθη ὅτι οἱ καταχρασταὶ συνεργάσθησαν μετὰ πολιτῶν. — [866, 1080, 1176, 1121]
section-heading: ΤΟ ΣΥΜΒΟΥΛΙΟΝ — [1442, 507, 1580, 547]
article-text: Ἡ κ. Παρρέν, τὸ καλοκαίρι τῆς περυσινῆς, εἰς τὸν «Ἐλεύθερον» παρουσίασε ἀναγνώσεις τοῦ ἔργου της. Ἡ Ἀθηναϊκὴ κοινωνία ἐπαρηκολούθησε μὲ μεγάλο ἐνδιαφέρον. — [80, 594, 340, 649]
article-text: Ἐξηκριβώθησαν χθὲς τὰ τοῦ ἐπεισοδίου τοῦ τράμ, διὰ τὸ ὁποῖον ἔγραψαν αἱ ἐφημερίδες. — [866, 1243, 1176, 1270]
article-text: Τὴν κ. Παρρέν ἐπεσκέφθημεν χθὲς εἰς τὸ γραφεῖον της. Ἐκεῖ μέσα ἐργάζεται ἀκαταπόνητος ὅλην τὴν ἡμέραν, περιστοιχισμένη ἀπὸ βιβλία καὶ ἐφημερίδας. — [80, 800, 340, 855]
ad-title: ΚΟΥΡΑΜΠΙΕΔΕΣ — [98, 2023, 402, 2063]
article-text: Συντάγματος ἀπὸ τὴν Θέαν Κατσελίδη. Νέα Γυναίκα, τὸ πρῶτον δραματικὸν ἔργον τῆς κ. Παρρέν. Ὁ κόσμος τῶν γυναικῶν εἶχε τότε ἀναστατωθῆ. Μολονότι τὸ ἔργον εἰσήγαγεν ἀπὸ πολλοῦ μίαν νέαν ἀντίληψιν, ἡ κ. Παρρέν ἐξεκίνησε μὲ θάρρος. — [80, 125, 340, 207]
